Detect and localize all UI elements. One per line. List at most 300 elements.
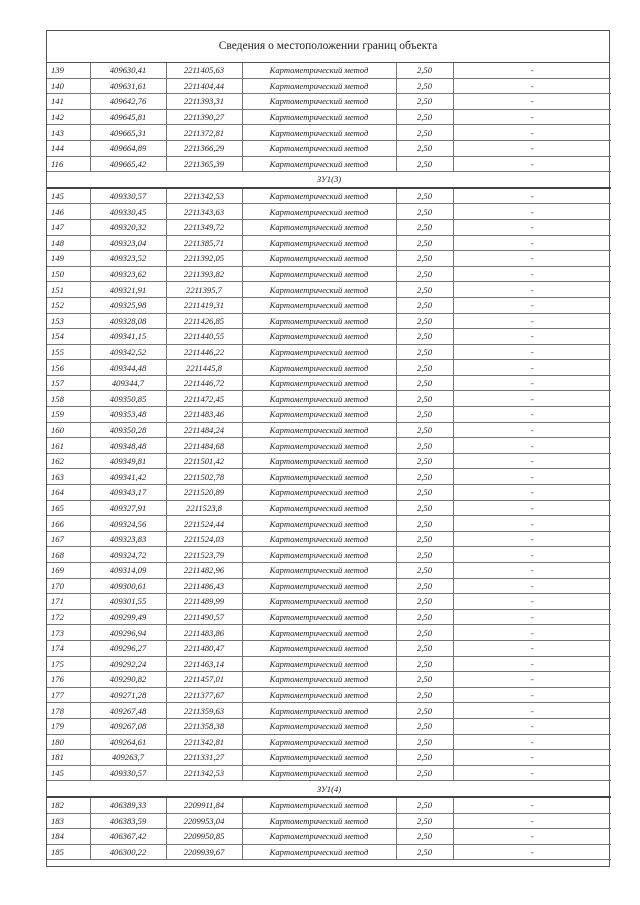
accuracy-cell: 2,50 xyxy=(396,547,453,563)
description-cell: - xyxy=(453,125,611,141)
method-cell: Картометрический метод xyxy=(242,516,396,532)
description-cell: - xyxy=(453,500,611,516)
table-row xyxy=(47,266,611,282)
x-coordinate-cell: 409290,82 xyxy=(90,672,166,688)
accuracy-cell: 2,50 xyxy=(396,750,453,766)
method-cell: Картометрический метод xyxy=(242,109,396,125)
x-coordinate-cell: 406367,42 xyxy=(90,829,166,845)
y-coordinate-cell: 2211365,39 xyxy=(166,156,242,172)
method-cell: Картометрический метод xyxy=(242,313,396,329)
x-coordinate-cell: 409296,94 xyxy=(90,625,166,641)
method-cell: Картометрический метод xyxy=(242,188,396,204)
point-number-cell: 182 xyxy=(47,797,90,813)
coordinates-table xyxy=(47,63,611,860)
y-coordinate-cell: 2209953,04 xyxy=(166,813,242,829)
table-row xyxy=(47,765,611,781)
accuracy-cell: 2,50 xyxy=(396,140,453,156)
table-row xyxy=(47,485,611,501)
method-cell: Картометрический метод xyxy=(242,329,396,345)
accuracy-cell: 2,50 xyxy=(396,266,453,282)
table-row xyxy=(47,516,611,532)
description-cell: - xyxy=(453,687,611,703)
x-coordinate-cell: 409271,28 xyxy=(90,687,166,703)
y-coordinate-cell: 2211490,57 xyxy=(166,609,242,625)
accuracy-cell: 2,50 xyxy=(396,531,453,547)
point-number-cell: 173 xyxy=(47,625,90,641)
method-cell: Картометрический метод xyxy=(242,687,396,703)
description-cell: - xyxy=(453,765,611,781)
description-cell: - xyxy=(453,453,611,469)
table-row xyxy=(47,297,611,313)
accuracy-cell: 2,50 xyxy=(396,625,453,641)
y-coordinate-cell: 2211446,22 xyxy=(166,344,242,360)
y-coordinate-cell: 2211390,27 xyxy=(166,109,242,125)
y-coordinate-cell: 2211524,03 xyxy=(166,531,242,547)
y-coordinate-cell: 2211343,63 xyxy=(166,204,242,220)
x-coordinate-cell: 409320,32 xyxy=(90,219,166,235)
accuracy-cell: 2,50 xyxy=(396,235,453,251)
y-coordinate-cell: 2211349,72 xyxy=(166,219,242,235)
point-number-cell: 180 xyxy=(47,734,90,750)
x-coordinate-cell: 409323,62 xyxy=(90,266,166,282)
x-coordinate-cell: 409348,48 xyxy=(90,438,166,454)
point-number-cell: 156 xyxy=(47,360,90,376)
accuracy-cell: 2,50 xyxy=(396,282,453,298)
x-coordinate-cell: 409341,42 xyxy=(90,469,166,485)
y-coordinate-cell: 2211404,44 xyxy=(166,78,242,94)
table-row xyxy=(47,219,611,235)
point-number-cell: 179 xyxy=(47,718,90,734)
y-coordinate-cell: 2211520,89 xyxy=(166,485,242,501)
accuracy-cell: 2,50 xyxy=(396,251,453,267)
method-cell: Картометрический метод xyxy=(242,547,396,563)
description-cell: - xyxy=(453,703,611,719)
accuracy-cell: 2,50 xyxy=(396,453,453,469)
point-number-cell: 175 xyxy=(47,656,90,672)
table-row xyxy=(47,329,611,345)
table-row xyxy=(47,547,611,563)
table-row xyxy=(47,94,611,110)
x-coordinate-cell: 409630,41 xyxy=(90,63,166,78)
point-number-cell: 145 xyxy=(47,188,90,204)
table-row xyxy=(47,625,611,641)
accuracy-cell: 2,50 xyxy=(396,500,453,516)
description-cell: - xyxy=(453,718,611,734)
accuracy-cell: 2,50 xyxy=(396,656,453,672)
description-cell: - xyxy=(453,516,611,532)
method-cell: Картометрический метод xyxy=(242,94,396,110)
x-coordinate-cell: 409342,52 xyxy=(90,344,166,360)
point-number-cell: 145 xyxy=(47,765,90,781)
point-number-cell: 177 xyxy=(47,687,90,703)
accuracy-cell: 2,50 xyxy=(396,485,453,501)
method-cell: Картометрический метод xyxy=(242,813,396,829)
x-coordinate-cell: 409350,28 xyxy=(90,422,166,438)
description-cell: - xyxy=(453,750,611,766)
x-coordinate-cell: 406389,33 xyxy=(90,797,166,813)
y-coordinate-cell: 2211463,14 xyxy=(166,656,242,672)
method-cell: Картометрический метод xyxy=(242,594,396,610)
description-cell: - xyxy=(453,813,611,829)
description-cell: - xyxy=(453,563,611,579)
x-coordinate-cell: 409327,91 xyxy=(90,500,166,516)
method-cell: Картометрический метод xyxy=(242,453,396,469)
method-cell: Картометрический метод xyxy=(242,204,396,220)
table-row xyxy=(47,500,611,516)
y-coordinate-cell: 2209950,85 xyxy=(166,829,242,845)
y-coordinate-cell: 2209911,84 xyxy=(166,797,242,813)
y-coordinate-cell: 2211342,81 xyxy=(166,734,242,750)
x-coordinate-cell: 409267,48 xyxy=(90,703,166,719)
description-cell: - xyxy=(453,640,611,656)
accuracy-cell: 2,50 xyxy=(396,63,453,78)
table-row xyxy=(47,453,611,469)
description-cell: - xyxy=(453,578,611,594)
table-row xyxy=(47,204,611,220)
accuracy-cell: 2,50 xyxy=(396,125,453,141)
method-cell: Картометрический метод xyxy=(242,609,396,625)
x-coordinate-cell: 409324,56 xyxy=(90,516,166,532)
y-coordinate-cell: 2211393,31 xyxy=(166,94,242,110)
description-cell: - xyxy=(453,609,611,625)
point-number-cell: 154 xyxy=(47,329,90,345)
y-coordinate-cell: 2211372,81 xyxy=(166,125,242,141)
y-coordinate-cell: 2211385,71 xyxy=(166,235,242,251)
method-cell: Картометрический метод xyxy=(242,640,396,656)
x-coordinate-cell: 409353,48 xyxy=(90,407,166,423)
y-coordinate-cell: 2211484,24 xyxy=(166,422,242,438)
x-coordinate-cell: 409314,09 xyxy=(90,563,166,579)
y-coordinate-cell: 2211523,8 xyxy=(166,500,242,516)
table-tail xyxy=(47,860,609,866)
point-number-cell: 151 xyxy=(47,282,90,298)
table-row xyxy=(47,188,611,204)
point-number-cell: 160 xyxy=(47,422,90,438)
point-number-cell: 144 xyxy=(47,140,90,156)
table-row xyxy=(47,813,611,829)
method-cell: Картометрический метод xyxy=(242,266,396,282)
table-row xyxy=(47,235,611,251)
point-number-cell: 181 xyxy=(47,750,90,766)
x-coordinate-cell: 409325,98 xyxy=(90,297,166,313)
method-cell: Картометрический метод xyxy=(242,797,396,813)
method-cell: Картометрический метод xyxy=(242,422,396,438)
table-row xyxy=(47,687,611,703)
accuracy-cell: 2,50 xyxy=(396,797,453,813)
x-coordinate-cell: 409301,55 xyxy=(90,594,166,610)
method-cell: Картометрический метод xyxy=(242,734,396,750)
point-number-cell: 142 xyxy=(47,109,90,125)
accuracy-cell: 2,50 xyxy=(396,640,453,656)
table-row xyxy=(47,829,611,845)
table-row xyxy=(47,750,611,766)
x-coordinate-cell: 409267,08 xyxy=(90,718,166,734)
accuracy-cell: 2,50 xyxy=(396,360,453,376)
table-row xyxy=(47,672,611,688)
description-cell: - xyxy=(453,547,611,563)
point-number-cell: 166 xyxy=(47,516,90,532)
accuracy-cell: 2,50 xyxy=(396,765,453,781)
description-cell: - xyxy=(453,844,611,860)
y-coordinate-cell: 2211358,38 xyxy=(166,718,242,734)
accuracy-cell: 2,50 xyxy=(396,469,453,485)
method-cell: Картометрический метод xyxy=(242,829,396,845)
point-number-cell: 143 xyxy=(47,125,90,141)
y-coordinate-cell: 2211446,72 xyxy=(166,375,242,391)
point-number-cell: 161 xyxy=(47,438,90,454)
description-cell: - xyxy=(453,438,611,454)
section-label: ЗУ1(3) xyxy=(47,172,611,188)
x-coordinate-cell: 409299,49 xyxy=(90,609,166,625)
description-cell: - xyxy=(453,140,611,156)
accuracy-cell: 2,50 xyxy=(396,516,453,532)
point-number-cell: 171 xyxy=(47,594,90,610)
x-coordinate-cell: 409341,15 xyxy=(90,329,166,345)
x-coordinate-cell: 409350,85 xyxy=(90,391,166,407)
description-cell: - xyxy=(453,219,611,235)
y-coordinate-cell: 2211359,63 xyxy=(166,703,242,719)
table-row xyxy=(47,797,611,813)
method-cell: Картометрический метод xyxy=(242,718,396,734)
y-coordinate-cell: 2211392,05 xyxy=(166,251,242,267)
point-number-cell: 174 xyxy=(47,640,90,656)
description-cell: - xyxy=(453,407,611,423)
description-cell: - xyxy=(453,734,611,750)
description-cell: - xyxy=(453,266,611,282)
table-row xyxy=(47,703,611,719)
accuracy-cell: 2,50 xyxy=(396,609,453,625)
table-row xyxy=(47,125,611,141)
x-coordinate-cell: 409296,27 xyxy=(90,640,166,656)
coordinates-table-body xyxy=(47,63,611,860)
accuracy-cell: 2,50 xyxy=(396,578,453,594)
point-number-cell: 170 xyxy=(47,578,90,594)
page-title: Сведения о местоположении границ объекта xyxy=(47,31,609,63)
description-cell: - xyxy=(453,422,611,438)
x-coordinate-cell: 406300,22 xyxy=(90,844,166,860)
description-cell: - xyxy=(453,344,611,360)
accuracy-cell: 2,50 xyxy=(396,297,453,313)
accuracy-cell: 2,50 xyxy=(396,438,453,454)
y-coordinate-cell: 2211480,47 xyxy=(166,640,242,656)
point-number-cell: 184 xyxy=(47,829,90,845)
description-cell: - xyxy=(453,531,611,547)
description-cell: - xyxy=(453,251,611,267)
method-cell: Картометрический метод xyxy=(242,344,396,360)
point-number-cell: 172 xyxy=(47,609,90,625)
description-cell: - xyxy=(453,656,611,672)
description-cell: - xyxy=(453,360,611,376)
method-cell: Картометрический метод xyxy=(242,750,396,766)
method-cell: Картометрический метод xyxy=(242,469,396,485)
x-coordinate-cell: 409330,45 xyxy=(90,204,166,220)
method-cell: Картометрический метод xyxy=(242,235,396,251)
y-coordinate-cell: 2211377,67 xyxy=(166,687,242,703)
method-cell: Картометрический метод xyxy=(242,219,396,235)
method-cell: Картометрический метод xyxy=(242,391,396,407)
table-row xyxy=(47,594,611,610)
x-coordinate-cell: 409665,42 xyxy=(90,156,166,172)
accuracy-cell: 2,50 xyxy=(396,375,453,391)
point-number-cell: 149 xyxy=(47,251,90,267)
boundary-sheet xyxy=(46,30,610,867)
point-number-cell: 152 xyxy=(47,297,90,313)
x-coordinate-cell: 409664,89 xyxy=(90,140,166,156)
x-coordinate-cell: 409300,61 xyxy=(90,578,166,594)
description-cell: - xyxy=(453,297,611,313)
point-number-cell: 157 xyxy=(47,375,90,391)
method-cell: Картометрический метод xyxy=(242,672,396,688)
point-number-cell: 167 xyxy=(47,531,90,547)
y-coordinate-cell: 2211395,7 xyxy=(166,282,242,298)
table-row xyxy=(47,156,611,172)
method-cell: Картометрический метод xyxy=(242,156,396,172)
x-coordinate-cell: 409328,08 xyxy=(90,313,166,329)
table-row xyxy=(47,313,611,329)
accuracy-cell: 2,50 xyxy=(396,718,453,734)
method-cell: Картометрический метод xyxy=(242,578,396,594)
x-coordinate-cell: 409665,31 xyxy=(90,125,166,141)
accuracy-cell: 2,50 xyxy=(396,422,453,438)
accuracy-cell: 2,50 xyxy=(396,156,453,172)
point-number-cell: 162 xyxy=(47,453,90,469)
table-row xyxy=(47,438,611,454)
point-number-cell: 153 xyxy=(47,313,90,329)
description-cell: - xyxy=(453,829,611,845)
y-coordinate-cell: 2211342,53 xyxy=(166,765,242,781)
section-label: ЗУ1(4) xyxy=(47,781,611,797)
y-coordinate-cell: 2211484,68 xyxy=(166,438,242,454)
y-coordinate-cell: 2209939,67 xyxy=(166,844,242,860)
method-cell: Картометрический метод xyxy=(242,438,396,454)
table-row xyxy=(47,391,611,407)
y-coordinate-cell: 2211482,96 xyxy=(166,563,242,579)
accuracy-cell: 2,50 xyxy=(396,844,453,860)
point-number-cell: 176 xyxy=(47,672,90,688)
description-cell: - xyxy=(453,594,611,610)
table-row xyxy=(47,63,611,78)
point-number-cell: 116 xyxy=(47,156,90,172)
method-cell: Картометрический метод xyxy=(242,531,396,547)
y-coordinate-cell: 2211342,53 xyxy=(166,188,242,204)
point-number-cell: 150 xyxy=(47,266,90,282)
accuracy-cell: 2,50 xyxy=(396,391,453,407)
x-coordinate-cell: 409321,91 xyxy=(90,282,166,298)
accuracy-cell: 2,50 xyxy=(396,329,453,345)
y-coordinate-cell: 2211445,8 xyxy=(166,360,242,376)
y-coordinate-cell: 2211483,46 xyxy=(166,407,242,423)
y-coordinate-cell: 2211483,86 xyxy=(166,625,242,641)
description-cell: - xyxy=(453,63,611,78)
accuracy-cell: 2,50 xyxy=(396,407,453,423)
table-row xyxy=(47,563,611,579)
section-header-row xyxy=(47,781,611,797)
description-cell: - xyxy=(453,329,611,345)
description-cell: - xyxy=(453,672,611,688)
point-number-cell: 148 xyxy=(47,235,90,251)
accuracy-cell: 2,50 xyxy=(396,734,453,750)
method-cell: Картометрический метод xyxy=(242,78,396,94)
point-number-cell: 178 xyxy=(47,703,90,719)
y-coordinate-cell: 2211523,79 xyxy=(166,547,242,563)
y-coordinate-cell: 2211366,29 xyxy=(166,140,242,156)
description-cell: - xyxy=(453,797,611,813)
accuracy-cell: 2,50 xyxy=(396,188,453,204)
x-coordinate-cell: 409631,61 xyxy=(90,78,166,94)
description-cell: - xyxy=(453,313,611,329)
method-cell: Картометрический метод xyxy=(242,625,396,641)
method-cell: Картометрический метод xyxy=(242,140,396,156)
accuracy-cell: 2,50 xyxy=(396,344,453,360)
description-cell: - xyxy=(453,109,611,125)
section-header-row xyxy=(47,172,611,188)
table-row xyxy=(47,360,611,376)
description-cell: - xyxy=(453,391,611,407)
table-row xyxy=(47,578,611,594)
table-row xyxy=(47,531,611,547)
table-row xyxy=(47,375,611,391)
y-coordinate-cell: 2211331,27 xyxy=(166,750,242,766)
point-number-cell: 147 xyxy=(47,219,90,235)
x-coordinate-cell: 409645,81 xyxy=(90,109,166,125)
y-coordinate-cell: 2211440,55 xyxy=(166,329,242,345)
y-coordinate-cell: 2211457,01 xyxy=(166,672,242,688)
method-cell: Картометрический метод xyxy=(242,297,396,313)
table-row xyxy=(47,422,611,438)
point-number-cell: 159 xyxy=(47,407,90,423)
x-coordinate-cell: 409344,7 xyxy=(90,375,166,391)
table-row xyxy=(47,609,611,625)
y-coordinate-cell: 2211405,63 xyxy=(166,63,242,78)
y-coordinate-cell: 2211426,85 xyxy=(166,313,242,329)
method-cell: Картометрический метод xyxy=(242,407,396,423)
point-number-cell: 146 xyxy=(47,204,90,220)
table-row xyxy=(47,344,611,360)
method-cell: Картометрический метод xyxy=(242,282,396,298)
table-row xyxy=(47,109,611,125)
point-number-cell: 163 xyxy=(47,469,90,485)
x-coordinate-cell: 409343,17 xyxy=(90,485,166,501)
accuracy-cell: 2,50 xyxy=(396,78,453,94)
table-row xyxy=(47,844,611,860)
y-coordinate-cell: 2211419,31 xyxy=(166,297,242,313)
method-cell: Картометрический метод xyxy=(242,500,396,516)
method-cell: Картометрический метод xyxy=(242,703,396,719)
accuracy-cell: 2,50 xyxy=(396,829,453,845)
point-number-cell: 169 xyxy=(47,563,90,579)
x-coordinate-cell: 409330,57 xyxy=(90,188,166,204)
method-cell: Картометрический метод xyxy=(242,563,396,579)
accuracy-cell: 2,50 xyxy=(396,687,453,703)
point-number-cell: 168 xyxy=(47,547,90,563)
description-cell: - xyxy=(453,188,611,204)
table-row xyxy=(47,718,611,734)
accuracy-cell: 2,50 xyxy=(396,703,453,719)
description-cell: - xyxy=(453,469,611,485)
method-cell: Картометрический метод xyxy=(242,360,396,376)
x-coordinate-cell: 409642,76 xyxy=(90,94,166,110)
point-number-cell: 141 xyxy=(47,94,90,110)
point-number-cell: 183 xyxy=(47,813,90,829)
method-cell: Картометрический метод xyxy=(242,63,396,78)
x-coordinate-cell: 409264,61 xyxy=(90,734,166,750)
description-cell: - xyxy=(453,375,611,391)
method-cell: Картометрический метод xyxy=(242,844,396,860)
point-number-cell: 158 xyxy=(47,391,90,407)
y-coordinate-cell: 2211393,82 xyxy=(166,266,242,282)
x-coordinate-cell: 409292,24 xyxy=(90,656,166,672)
table-row xyxy=(47,407,611,423)
